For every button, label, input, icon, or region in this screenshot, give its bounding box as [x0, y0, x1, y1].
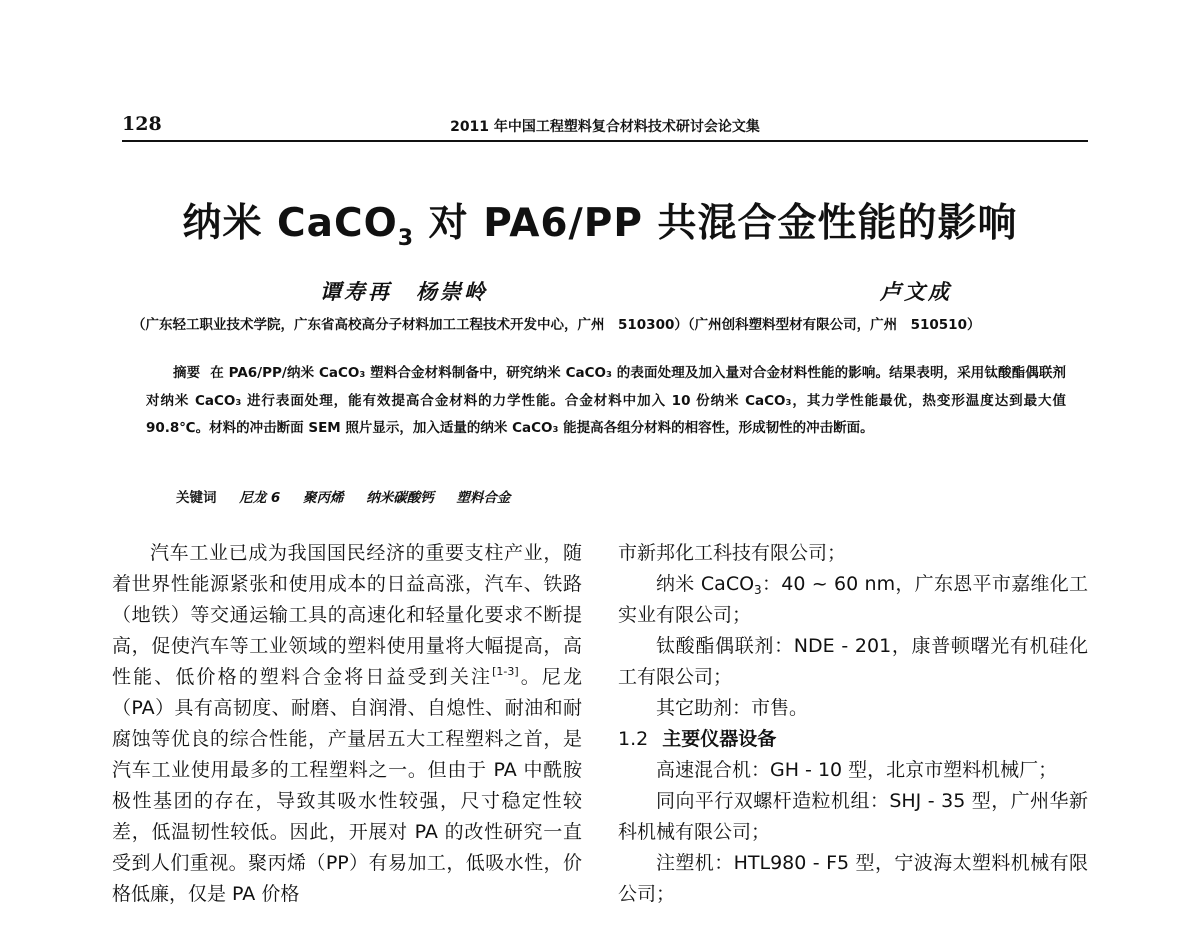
equipment-injection-molder: 注塑机：HTL980 - F5 型，宁波海太塑料机械有限公司； — [618, 852, 1088, 905]
authors-secondary: 卢文成 — [880, 279, 952, 304]
citation: [1-3] — [492, 665, 519, 678]
material-continued: 市新邦化工科技有限公司； — [618, 542, 847, 564]
keyword: 尼龙 6 — [239, 490, 281, 506]
material-other-additives: 其它助剂：市售。 — [656, 697, 809, 719]
keyword: 塑料合金 — [456, 490, 511, 506]
keyword: 纳米碳酸钙 — [366, 490, 434, 506]
page-header — [122, 113, 1088, 143]
paper-title: 纳米 CaCO$_3$ 对 PA6/PP 共混合金性能的影响 — [182, 201, 1018, 251]
intro-paragraph: 汽车工业已成为我国国民经济的重要支柱产业，随着世界性能源紧张和使用成本的日益高涨，汽车、铁路（地铁）等交通运输工具的高速化和轻量化要求不断提高，促使汽车等工业领域的塑料使用量将大幅提高，高性能、低价格的塑料合金将日益受到关注[1-3]。尼龙（PA）具有高韧度、耐磨、自润滑、自熄性、耐油和耐腐蚀等优良的综合性能，产量居五大工程塑料之首，是汽车工业使用最多的工程塑料之一。但由于 PA 中酰胺极性基团的存在，导致其吸水性较强，尺寸稳定性较差，低温韧性较低。因此，开展对 PA 的改性研究一直受到人们重视。聚丙烯（PP）有易加工，低吸水性，价格低廉，仅是 PA 价格 — [112, 542, 582, 905]
affiliations: （广东轻工职业技术学院，广东省高校高分子材料加工工程技术开发中心，广州 510300）（广州创科塑料型材有限公司，广州 510510） — [132, 317, 981, 333]
section-heading — [618, 724, 1088, 755]
running-title: 2011 年中国工程塑料复合材料技术研讨会论文集 — [450, 119, 760, 135]
equipment-extruder: 同向平行双螺杆造粒机组：SHJ - 35 型，广州华新科机械有限公司； — [618, 790, 1088, 843]
material-nano-caco3: 纳米 CaCO$_3$：40 ~ 60 nm，广东恩平市嘉维化工实业有限公司； — [618, 573, 1088, 626]
equipment-mixer: 高速混合机：GH - 10 型，北京市塑料机械厂； — [656, 759, 1058, 781]
material-coupling-agent: 钛酸酯偶联剂：NDE - 201，康普顿曙光有机硅化工有限公司； — [618, 635, 1088, 688]
header-rule — [122, 140, 1088, 142]
keyword: 聚丙烯 — [303, 490, 344, 506]
authors-primary: 谭寿再 杨崇岭 — [320, 279, 488, 304]
section-number: 1.2 — [618, 728, 649, 750]
body-right-column — [618, 538, 1088, 910]
body-left-column — [112, 538, 582, 910]
abstract-label: 摘要 — [173, 365, 201, 381]
page-number: 128 — [122, 113, 162, 135]
keywords-label: 关键词 — [176, 490, 217, 506]
section-title: 主要仪器设备 — [662, 728, 777, 750]
abstract-text: 在 PA6/PP/纳米 CaCO₃ 塑料合金材料制备中，研究纳米 CaCO₃ 的表面处理及加入量对合金材料性能的影响。结果表明，采用钛酸酯偶联剂对纳米 CaCO₃ 进行表面处理，能有效提高合金材料的力学性能。合金材料中加入 10 份纳米 CaCO₃，其力学性能最优，热变形温度达到最大值 90.8℃。材料的冲击断面 SEM 照片显示，加入适量的纳米 CaCO₃ 能提高各组分材料的相容性，形成韧性的冲击断面。 — [146, 365, 1067, 436]
abstract — [146, 360, 1066, 443]
keywords — [176, 486, 510, 506]
